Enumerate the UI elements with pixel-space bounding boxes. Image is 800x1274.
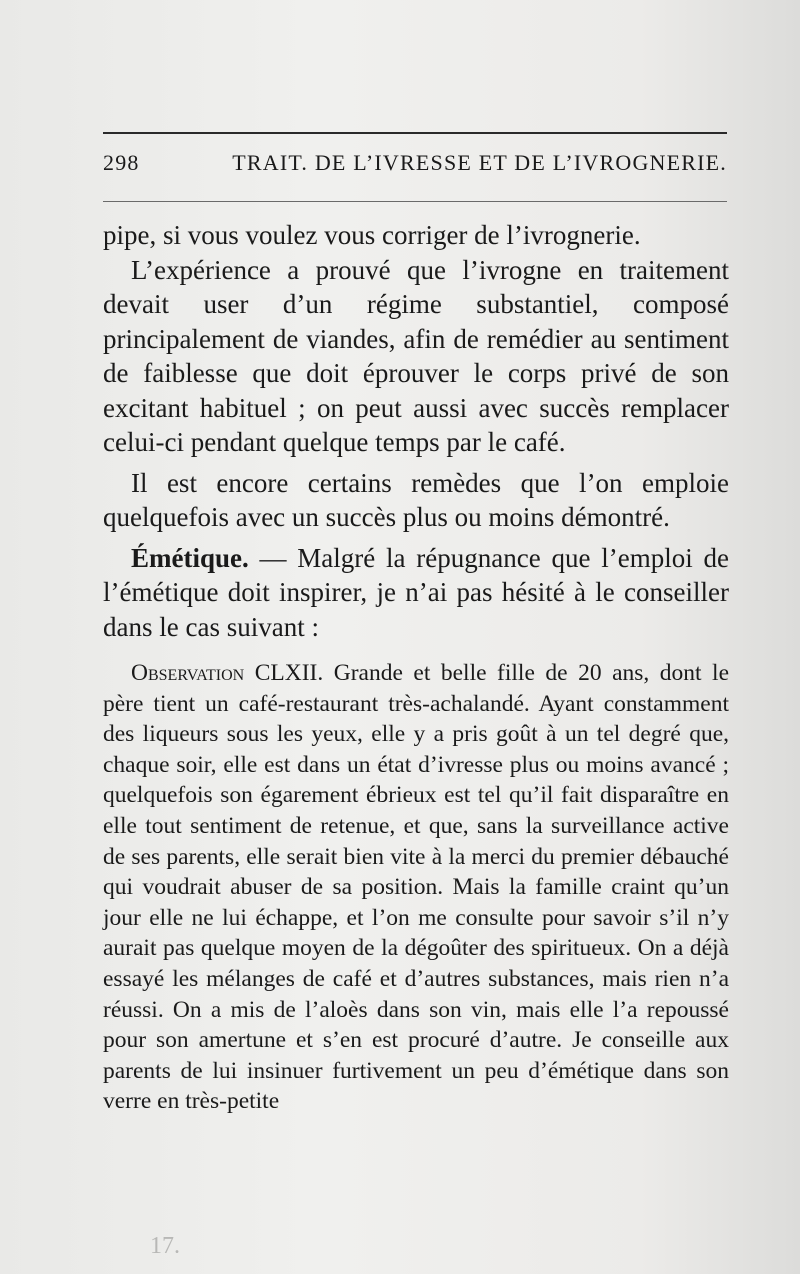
body-text: [103, 218, 729, 1117]
observation-label: Observation CLXII.: [131, 660, 324, 686]
header-rule-top: [103, 132, 727, 134]
paragraph-regime: L’expérience a prouvé que l’ivrogne en traitement devait user d’un régime substantiel, composé principalement de viandes, afin de remédier au sentiment de faiblesse que doit éprouver le corps privé de son excitant habituel ; on peut aussi avec succès remplacer celui-ci pendant quelque temps par le café.: [103, 254, 729, 457]
running-header: [103, 150, 727, 186]
section-heading: Émétique.: [131, 542, 249, 573]
section-text: — Malgré la répugnance que l’emploi de l’émétique doit inspirer, je n’ai pas hésité à le conseiller dans le cas suivant :: [103, 542, 729, 642]
running-title: TRAIT. DE L’IVRESSE ET DE L’IVROGNERIE.: [232, 150, 727, 175]
paragraph-emetique: [103, 541, 729, 645]
observation-paragraph: [103, 658, 729, 1117]
paragraph-continuation: pipe, si vous voulez vous corriger de l’ivrognerie.: [103, 220, 641, 250]
paragraph-remedes: Il est encore certains remèdes que l’on emploie quelquefois avec un succès plus ou moins démontré.: [103, 467, 729, 532]
page-number: 298: [103, 150, 140, 175]
header-rule-bottom: [103, 201, 727, 202]
bleed-through-text: 17.: [150, 1233, 180, 1259]
observation-text: Grande et belle fille de 20 ans, dont le père tient un café-restaurant très-achalandé. Ayant constamment des liqueurs sous les yeux, elle y a pris goût à un tel degré que, chaque soir, elle est dans un état d’ivresse plus ou moins avancé ; quelquefois son égarement ébrieux est tel qu’il fait disparaître en elle tout sentiment de retenue, et que, sans la surveillance active de ses parents, elle serait bien vite à la merci du premier débauché qui voudrait abuser de sa position. Mais la famille craint qu’un jour elle ne lui échappe, et l’on me consulte pour savoir s’il n’y aurait pas quelque moyen de la dégoûter des spiritueux. On a déjà essayé les mélanges de café et d’autres substances, mais rien n’a réussi. On a mis de l’aloès dans son vin, mais elle l’a repoussé pour son amertune et s’en est procuré d’autre. Je conseille aux parents de lui insinuer furtivement un peu d’émétique dans son verre en très-petite: [103, 660, 730, 1115]
